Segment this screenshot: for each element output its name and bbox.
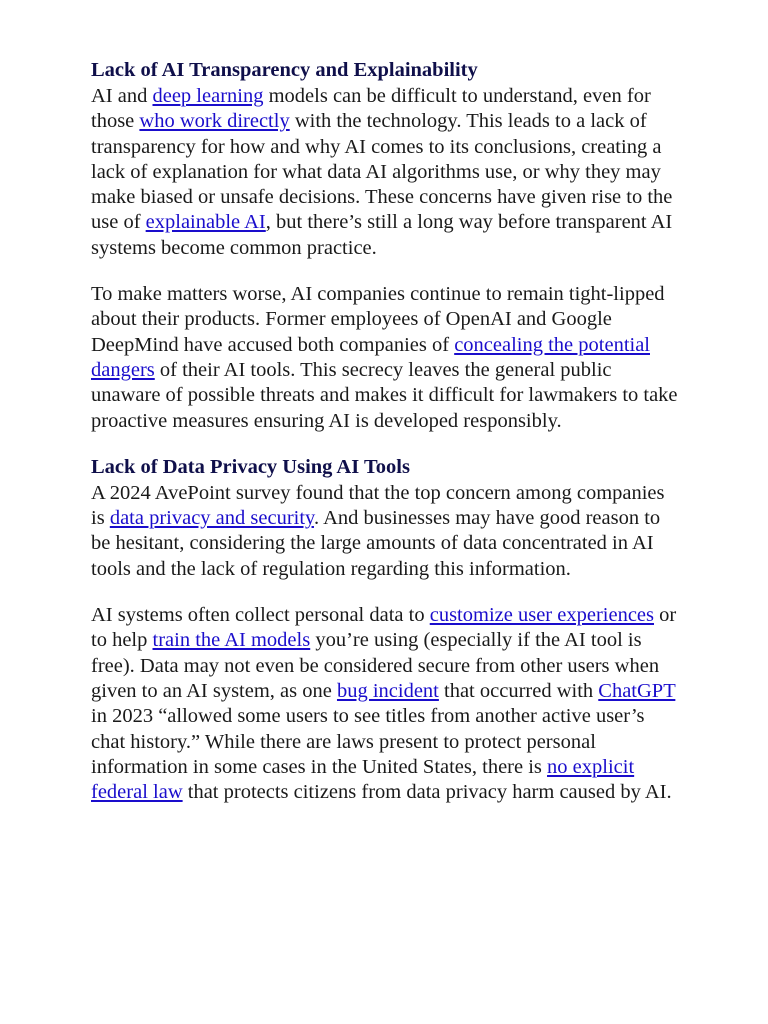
text-run: . And businesses may have good reason to be hesitant, considering the large amounts of data concentrated in AI tools and the lack of regulation regarding this information. xyxy=(91,507,661,580)
text-run: AI and xyxy=(91,85,153,107)
text-run: that protects citizens from data privacy harm caused by AI. xyxy=(182,781,672,804)
text-run: To make matters worse, AI companies continue to remain tight-lipped about their products. Former employees of OpenAI and Google DeepMind have accused both companies of xyxy=(91,283,665,356)
text-run: AI systems often collect personal data to xyxy=(91,604,430,627)
link-chatgpt[interactable]: ChatGPT xyxy=(598,679,676,702)
text-run: , but there’s still a long way before transparent AI systems become common practice. xyxy=(91,211,673,259)
link-no-explicit-federal-law[interactable]: no explicit federal law xyxy=(91,755,635,804)
paragraph-privacy-1 xyxy=(91,481,680,582)
link-who-work-directly[interactable]: who work directly xyxy=(139,110,290,133)
text-run: models can be difficult to understand, even for those xyxy=(91,85,651,133)
text-run: in 2023 “allowed some users to see titles from another active user’s chat history.” While there are laws present to protect personal information in some cases in the United States, there is xyxy=(91,705,645,778)
link-bug-incident[interactable]: bug incident xyxy=(336,679,439,702)
paragraph-privacy-2 xyxy=(91,603,680,805)
text-run: you’re using (especially if the AI tool is free). Data may not even be considered secure from other users when given to an AI system, as one xyxy=(91,629,660,702)
link-data-privacy-security[interactable]: data privacy and security xyxy=(109,507,314,530)
text-run: A 2024 AvePoint survey found that the top concern among companies is xyxy=(91,481,665,530)
paragraph-transparency-2 xyxy=(91,282,680,434)
section-heading-transparency: Lack of AI Transparency and Explainability xyxy=(91,59,478,81)
link-explainable-ai[interactable]: explainable AI xyxy=(145,211,266,234)
section-heading-data-privacy: Lack of Data Privacy Using AI Tools xyxy=(91,455,410,478)
link-deep-learning[interactable]: deep learning xyxy=(152,85,264,107)
link-customize-user-experiences[interactable]: customize user experiences xyxy=(429,604,654,627)
link-train-ai-models[interactable]: train the AI models xyxy=(152,629,311,652)
text-run: that occurred with xyxy=(438,679,599,702)
text-run: or to help xyxy=(91,604,677,652)
text-run: with the technology. This leads to a lack of transparency for how and why AI comes to its conclusions, creating a lack of explanation for what data AI algorithms use, or why they may make biased or unsafe decisions. These concerns have given rise to the use of xyxy=(91,110,673,234)
paragraph-transparency-1 xyxy=(91,84,680,261)
link-concealing-potential-dangers[interactable]: concealing the potential dangers xyxy=(91,333,650,381)
text-run: of their AI tools. This secrecy leaves the general public unaware of possible threats and makes it difficult for lawmakers to take proactive measures ensuring AI is developed responsibly. xyxy=(91,358,678,432)
